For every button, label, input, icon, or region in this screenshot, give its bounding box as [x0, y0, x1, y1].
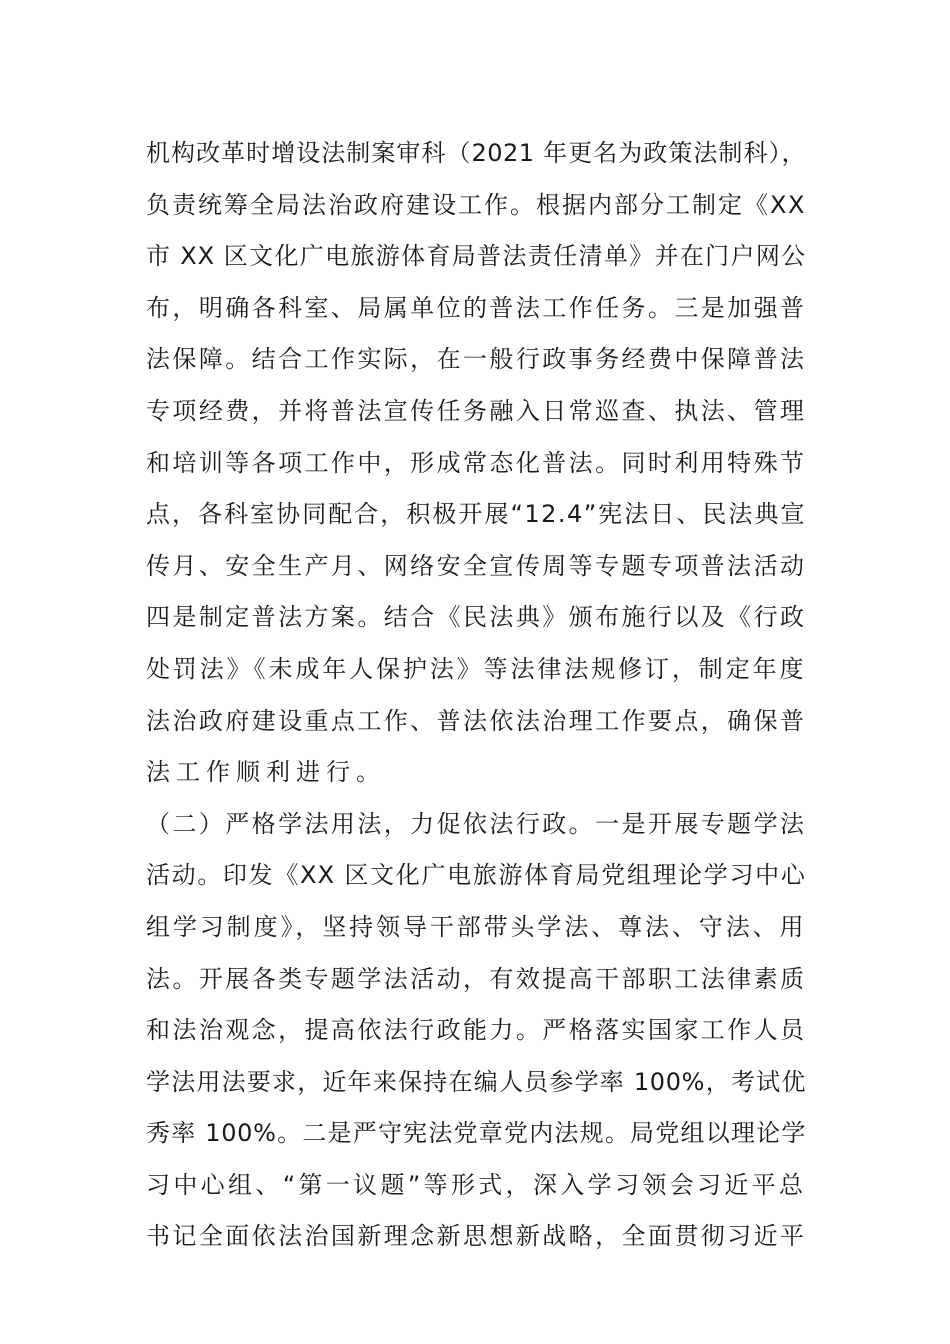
text-line: 和法治观念，提高依法行政能力。严格落实国家工作人员	[146, 1016, 806, 1045]
text-line: 处罚法》《未成年人保护法》等法律法规修订，制定年度	[146, 654, 806, 683]
text-line: 点，各科室协同配合，积极开展“12.4”宪法日、民法典宣	[146, 500, 806, 529]
text-line: 学法用法要求，近年来保持在编人员参学率 100%，考试优	[146, 1067, 806, 1096]
text-line: 传月、安全生产月、网络安全宣传周等专题专项普法活动	[146, 551, 806, 580]
text-line: 法保障。结合工作实际，在一般行政事务经费中保障普法	[146, 345, 806, 374]
text-line: 习中心组、“第一议题”等形式，深入学习领会习近平总	[146, 1170, 806, 1199]
text-line: 四是制定普法方案。结合《民法典》颁布施行以及《行政	[146, 603, 806, 632]
text-line: 法。开展各类专题学法活动，有效提高干部职工法律素质	[146, 964, 806, 993]
text-line: 专项经费，并将普法宣传任务融入日常巡查、执法、管理	[146, 396, 806, 425]
paragraph-end-line: 法工作顺利进行。	[146, 758, 386, 787]
text-line: 秀率 100%。二是严守宪法党章党内法规。局党组以理论学	[146, 1119, 806, 1148]
text-line: 书记全面依法治国新理念新思想新战略，全面贯彻习近平	[146, 1222, 806, 1251]
text-line: 市 XX 区文化广电旅游体育局普法责任清单》并在门户网公	[146, 242, 806, 271]
text-line: 组学习制度》，坚持领导干部带头学法、尊法、守法、用	[146, 912, 806, 941]
text-line: 负责统筹全局法治政府建设工作。根据内部分工制定《XX	[146, 190, 806, 219]
text-line: 和培训等各项工作中，形成常态化普法。同时利用特殊节	[146, 448, 806, 477]
text-line: 法治政府建设重点工作、普法依法治理工作要点，确保普	[146, 706, 806, 735]
text-line: 机构改革时增设法制案审科（2021 年更名为政策法制科），	[146, 139, 806, 167]
document-body	[146, 128, 806, 1263]
section-heading-line: （二）严格学法用法，力促依法行政。一是开展专题学法	[146, 809, 806, 838]
text-line: 活动。印发《XX 区文化广电旅游体育局党组理论学习中心	[146, 861, 806, 890]
text-line: 布，明确各科室、局属单位的普法工作任务。三是加强普	[146, 293, 806, 322]
